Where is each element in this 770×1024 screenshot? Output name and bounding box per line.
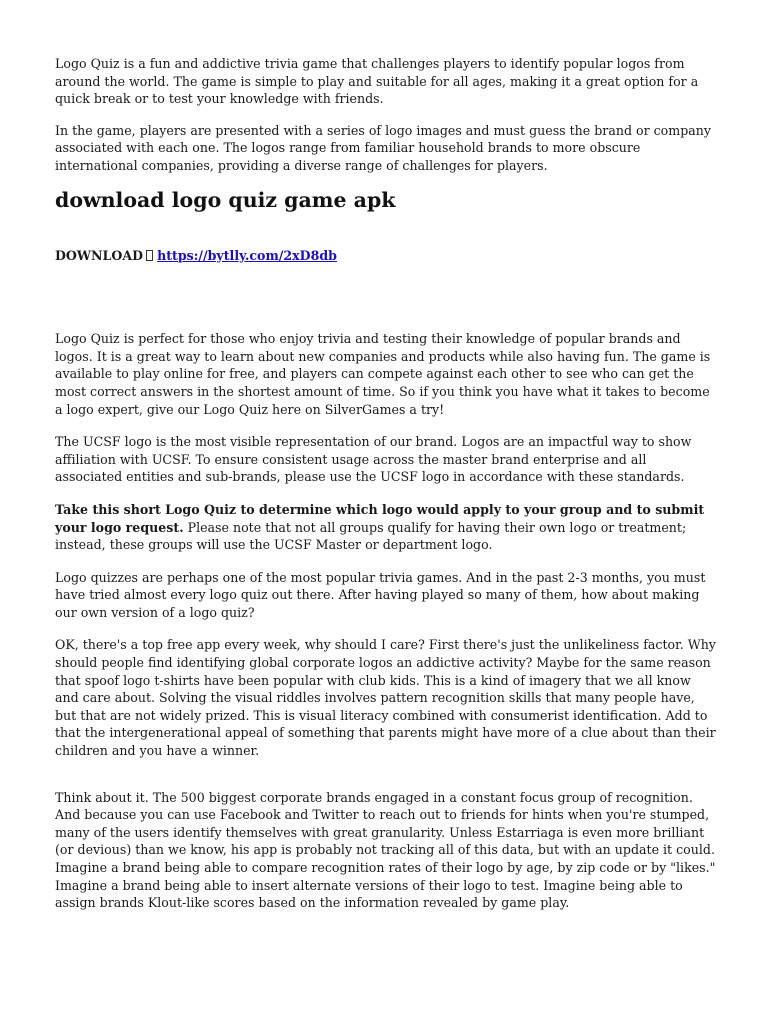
body-paragraph-3-bold: Take this short Logo Quiz to determine which logo would apply to your group and to submit your logo request. bbox=[55, 501, 705, 535]
body-paragraph-6: Think about it. The 500 biggest corporate brands engaged in a constant focus group of recognition. And because you can use Facebook and Twitter to reach out to friends for hints when you're stumped, many of the users identify themselves with great granularity. Unless Estarriaga is even more brilliant (or devious) than we know, his app is probably not tracking all of this data, but with an update it could. Imagine a brand being able to compare recognition rates of their logo by age, by zip code or by "likes." Imagine a brand being able to insert alternate versions of their logo to test. Imagine being able to assign brands Klout-like scores based on the information revealed by game play. bbox=[55, 789, 716, 911]
body-paragraph-3 bbox=[55, 501, 717, 554]
arrow-glyph-icon bbox=[146, 250, 153, 261]
spacer bbox=[55, 264, 717, 330]
download-label: DOWNLOAD bbox=[55, 247, 144, 263]
download-link[interactable]: https://bytlly.com/2xD8db bbox=[157, 247, 337, 263]
download-line bbox=[55, 247, 717, 265]
body-paragraph-5: OK, there's a top free app every week, why should I care? First there's just the unlikeliness factor. Why should people find identifying global corporate logos an addictive activity? Maybe for the same reason that spoof logo t-shirts have been popular with club kids. This is a kind of imagery that we all know and care about. Solving the visual riddles involves pattern recognition skills that many people have, but that are not widely prized. This is visual literacy combined with consumerist identification. Add to that the intergenerational appeal of something that parents might have more of a clue about than their children and you have a winner. bbox=[55, 637, 716, 759]
body-paragraph-3-rest: Please note that not all groups qualify for having their own logo or treatment; instead, these groups will use the UCSF Master or department logo. bbox=[55, 519, 687, 553]
body-paragraph-4: Logo quizzes are perhaps one of the most popular trivia games. And in the past 2-3 months, you must have tried almost every logo quiz out there. After having played so many of them, how about making our own version of a logo quiz? bbox=[55, 569, 706, 620]
page-heading: download logo quiz game apk bbox=[55, 187, 396, 212]
body-paragraph-1: Logo Quiz is perfect for those who enjoy trivia and testing their knowledge of popular brands and logos. It is a great way to learn about new companies and products while also having fun. The game is available to play online for free, and players can compete against each other to see who can get the most correct answers in the shortest amount of time. So if you think you have what it takes to become a logo expert, give our Logo Quiz here on SilverGames a try! bbox=[55, 331, 711, 417]
intro-paragraph-1: Logo Quiz is a fun and addictive trivia game that challenges players to identify popular logos from around the world. The game is simple to play and suitable for all ages, making it a great option for a quick break or to test your knowledge with friends. bbox=[55, 56, 699, 107]
intro-paragraph-2: In the game, players are presented with a series of logo images and must guess the brand or company associated with each one. The logos range from familiar household brands to more obscure international companies, providing a diverse range of challenges for players. bbox=[55, 122, 711, 173]
body-paragraph-2: The UCSF logo is the most visible representation of our brand. Logos are an impactful way to show affiliation with UCSF. To ensure consistent usage across the master brand enterprise and all associated entities and sub-brands, please use the UCSF logo in accordance with these standards. bbox=[55, 434, 692, 485]
document-page bbox=[55, 55, 717, 912]
